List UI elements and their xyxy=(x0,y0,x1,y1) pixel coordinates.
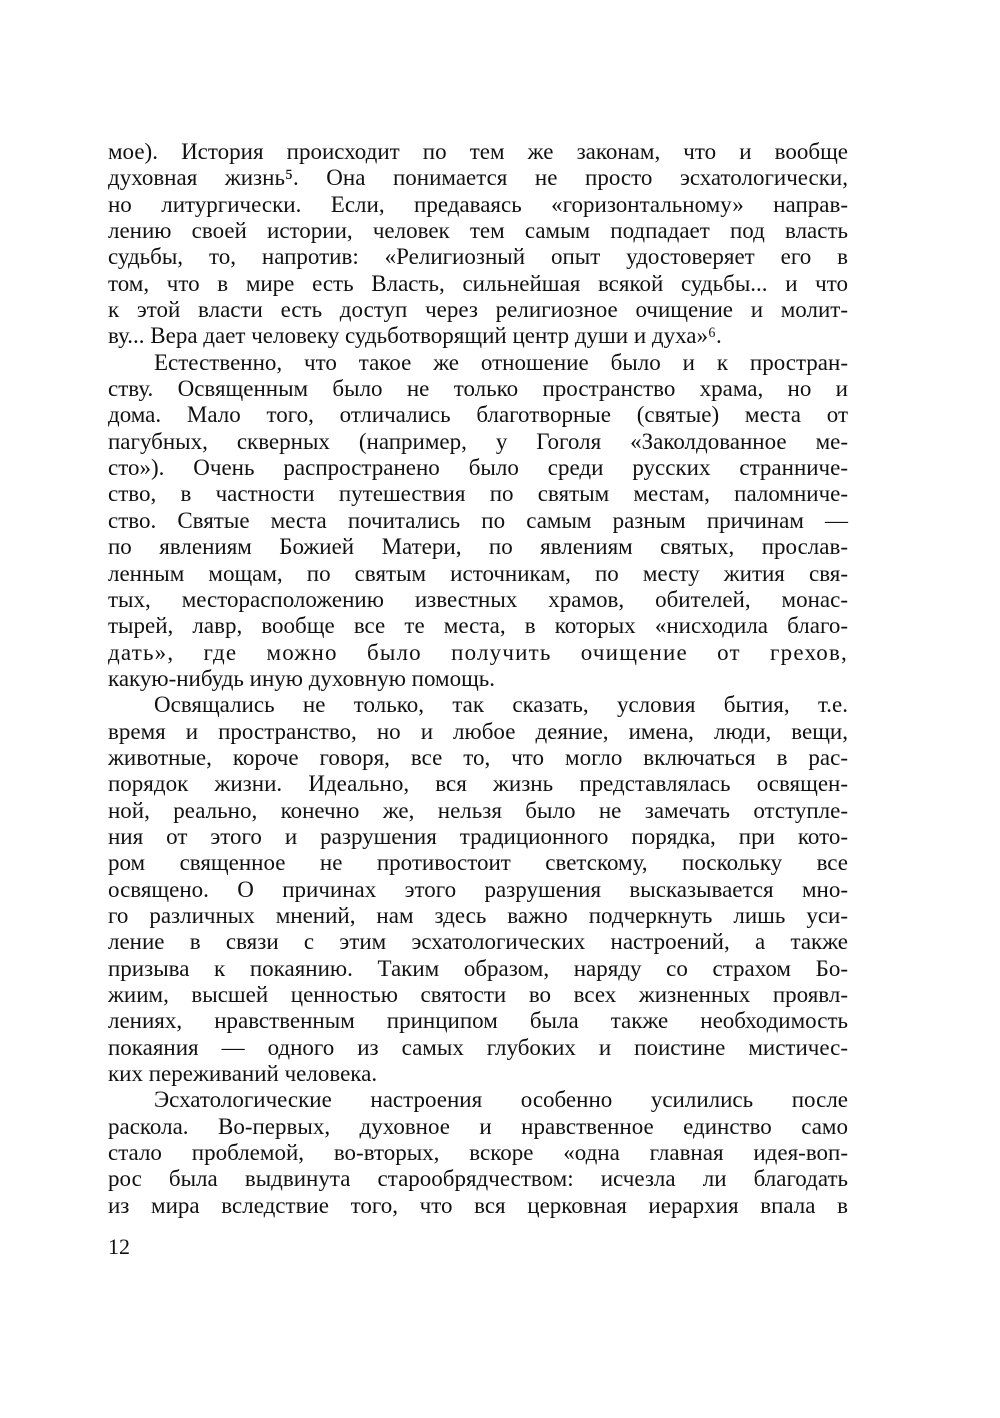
text-line: го различных мнений, нам здесь важно подчеркнуть лишь уси- xyxy=(108,902,848,928)
text-line: животные, короче говоря, все то, что могло включаться в рас- xyxy=(108,744,848,770)
text-line: дома. Мало того, отличались благотворные (святые) места от xyxy=(108,402,848,428)
text-line: жиим, высшей ценностью святости во всех жизненных проявл- xyxy=(108,982,848,1007)
text-line: дать», где можно было получить очищение от грехов, xyxy=(108,639,848,665)
text-line: ство, в частности путешествия по святым местам, паломниче- xyxy=(108,481,848,507)
text-line: ленным мощам, по святым источникам, по месту жития свя- xyxy=(108,560,848,586)
text-line: ству. Освященным было не только пространство храма, но и xyxy=(108,376,848,402)
text-line: ких переживаний человека. xyxy=(108,1061,378,1087)
text-line: тых, месторасположению известных храмов, обителей, монас- xyxy=(108,586,848,612)
text-line: пагубных, скверных (например, у Гоголя «Заколдованное ме- xyxy=(108,428,848,454)
text-line: покаяния — одного из самых глубоких и поистине мистичес- xyxy=(108,1034,848,1060)
text-line: судьбы, то, напротив: «Религиозный опыт удостоверяет его в xyxy=(108,244,848,270)
text-line: порядок жизни. Идеально, вся жизнь представлялась освящен- xyxy=(108,771,848,797)
text-line: освящено. О причинах этого разрушения высказывается мно- xyxy=(108,876,848,902)
text-line: духовная жизнь⁵. Она понимается не просто эсхатологически, xyxy=(108,165,848,191)
text-line: из мира вследствие того, что вся церковная иерархия впала в xyxy=(108,1192,848,1218)
text-line: к этой власти есть доступ через религиозное очищение и молит- xyxy=(108,297,848,323)
page-body-text xyxy=(108,139,848,1219)
text-line: ство. Святые места почитались по самым разным причинам — xyxy=(108,507,848,533)
text-line: но литургически. Если, предаваясь «горизонтальному» направ- xyxy=(108,191,848,217)
text-line: Эсхатологические настроения особенно усилились после xyxy=(154,1087,848,1113)
text-line: какую-нибудь иную духовную помощь. xyxy=(108,665,496,691)
page-number: 12 xyxy=(108,1234,130,1259)
text-line: ву... Вера дает человеку судьботворящий центр души и духа»⁶. xyxy=(108,323,722,349)
text-line: рос была выдвинута старообрядчеством: исчезла ли благодать xyxy=(108,1166,848,1192)
text-line: по явлениям Божией Матери, по явлениям святых, прослав- xyxy=(108,534,848,560)
text-line: Естественно, что такое же отношение было и к простран- xyxy=(154,349,848,375)
text-line: призыва к покаянию. Таким образом, наряду со страхом Бо- xyxy=(108,955,848,981)
text-line: ление в связи с этим эсхатологических настроений, а также xyxy=(108,929,848,955)
text-line: лениях, нравственным принципом была также необходимость xyxy=(108,1008,848,1034)
text-line: ной, реально, конечно же, нельзя было не замечать отступле- xyxy=(108,797,848,823)
text-line: раскола. Во-первых, духовное и нравственное единство само xyxy=(108,1113,848,1139)
text-line: время и пространство, но и любое деяние, имена, люди, вещи, xyxy=(108,718,848,744)
text-line: сто»). Очень распространено было среди русских странниче- xyxy=(108,455,848,481)
text-line: лению своей истории, человек тем самым подпадает под власть xyxy=(108,218,848,244)
text-line: стало проблемой, во-вторых, вскоре «одна главная идея-воп- xyxy=(108,1140,848,1166)
text-line: тырей, лавр, вообще все те места, в которых «нисходила благо- xyxy=(108,613,848,639)
text-line: ром священное не противостоит светскому, поскольку все xyxy=(108,850,848,876)
text-line: ния от этого и разрушения традиционного порядка, при кото- xyxy=(108,823,848,849)
text-line: мое). История происходит по тем же законам, что и вообще xyxy=(108,139,848,164)
text-line: Освящались не только, так сказать, условия бытия, т.е. xyxy=(154,692,848,718)
text-line: том, что в мире есть Власть, сильнейшая всякой судьбы... и что xyxy=(108,270,848,296)
